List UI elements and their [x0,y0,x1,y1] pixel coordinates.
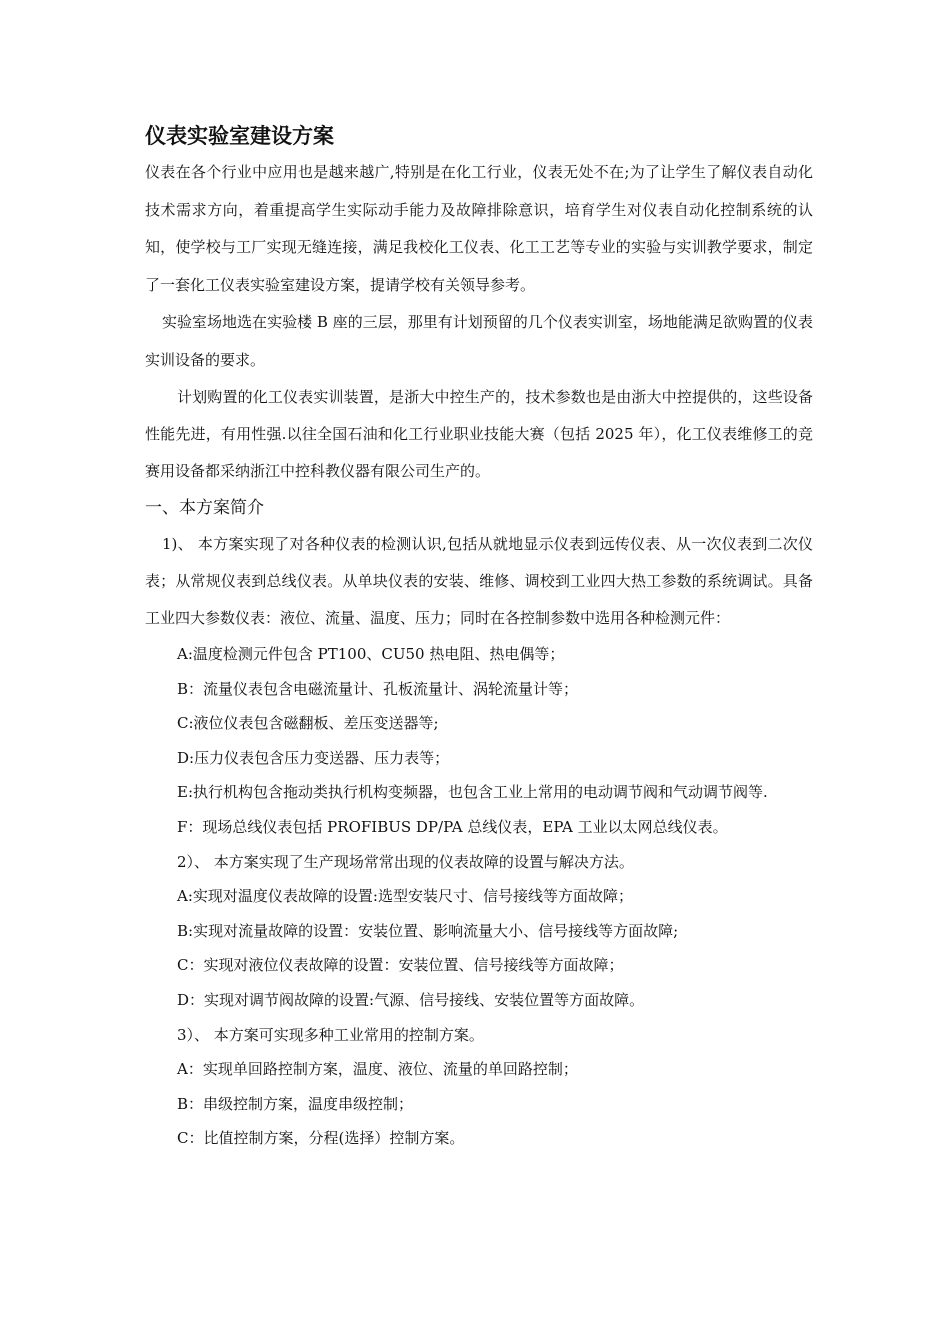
list-item: D：实现对调节阀故障的设置:气源、信号接线、安装位置等方面故障。 [177,990,645,1009]
point-2-paragraph: 2）、 本方案实现了生产现场常常出现的仪表故障的设置与解决方法。 [177,852,634,871]
intro-paragraph: 仪表在各个行业中应用也是越来越广,特别是在化工行业，仪表无处不在;为了让学生了解仪表自动化技术需求方向，着重提高学生实际动手能力及故障排除意识，培育学生对仪表自动化控制系统的认知，使学校与工厂实现无缝连接，满足我校化工仪表、化工工艺等专业的实验与实训教学要求，制定了一套化工仪表实验室建设方案，提请学校有关领导参考。 [145,163,813,294]
list-item: D:压力仪表包含压力变送器、压力表等； [177,748,450,767]
list-item: A：实现单回路控制方案，温度、液位、流量的单回路控制； [177,1060,578,1079]
list-item: C:液位仪表包含磁翻板、差压变送器等; [177,714,439,733]
document-page [145,118,813,1156]
list-item: F：现场总线仪表包括 PROFIBUS DP/PA 总线仪表，EPA 工业以太网总线仪表。 [177,817,728,836]
list-item: C：实现对液位仪表故障的设置：安装位置、信号接线等方面故障； [177,956,624,975]
list-item: A:温度检测元件包含 PT100、CU50 热电阻、热电偶等； [177,645,565,663]
plan-paragraph: 计划购置的化工仪表实训装置，是浙大中控生产的，技术参数也是由浙大中控提供的，这些设备性能先进，有用性强.以往全国石油和化工行业职业技能大赛（包括 2025 年），化工仪表维修工的竞赛用设备都采纳浙江中控科教仪器有限公司生产的。 [145,388,813,480]
site-paragraph: 实验室场地选在实验楼 B 座的三层，那里有计划预留的几个仪表实训室，场地能满足欲购置的仪表实训设备的要求。 [145,313,813,369]
list-item: E:执行机构包含拖动类执行机构变频器，也包含工业上常用的电动调节阀和气动调节阀等. [177,783,768,802]
point-1-paragraph: 1)、 本方案实现了对各种仪表的检测认识,包括从就地显示仪表到远传仪表、从一次仪表到二次仪表；从常规仪表到总线仪表。从单块仪表的安装、维修、调校到工业四大热工参数的系统调试。具备工业四大参数仪表：液位、流量、温度、压力；同时在各控制参数中选用各种检测元件： [145,535,813,627]
section-heading: 一、本方案简介 [145,498,264,518]
list-item: B：串级控制方案，温度串级控制； [177,1094,414,1113]
list-item: B:实现对流量故障的设置：安装位置、影响流量大小、信号接线等方面故障; [177,921,679,940]
point-3-list [145,1052,813,1156]
list-item: C：比值控制方案，分程(选择）控制方案。 [177,1129,465,1148]
list-item: B：流量仪表包含电磁流量计、孔板流量计、涡轮流量计等； [177,679,579,698]
point-2-list [145,879,813,1017]
list-item: A:实现对温度仪表故障的设置:选型安装尺寸、信号接线等方面故障； [177,887,633,906]
document-title: 仪表实验室建设方案 [145,124,334,148]
point-1-list [145,637,813,845]
point-3-paragraph: 3）、 本方案可实现多种工业常用的控制方案。 [177,1025,484,1044]
